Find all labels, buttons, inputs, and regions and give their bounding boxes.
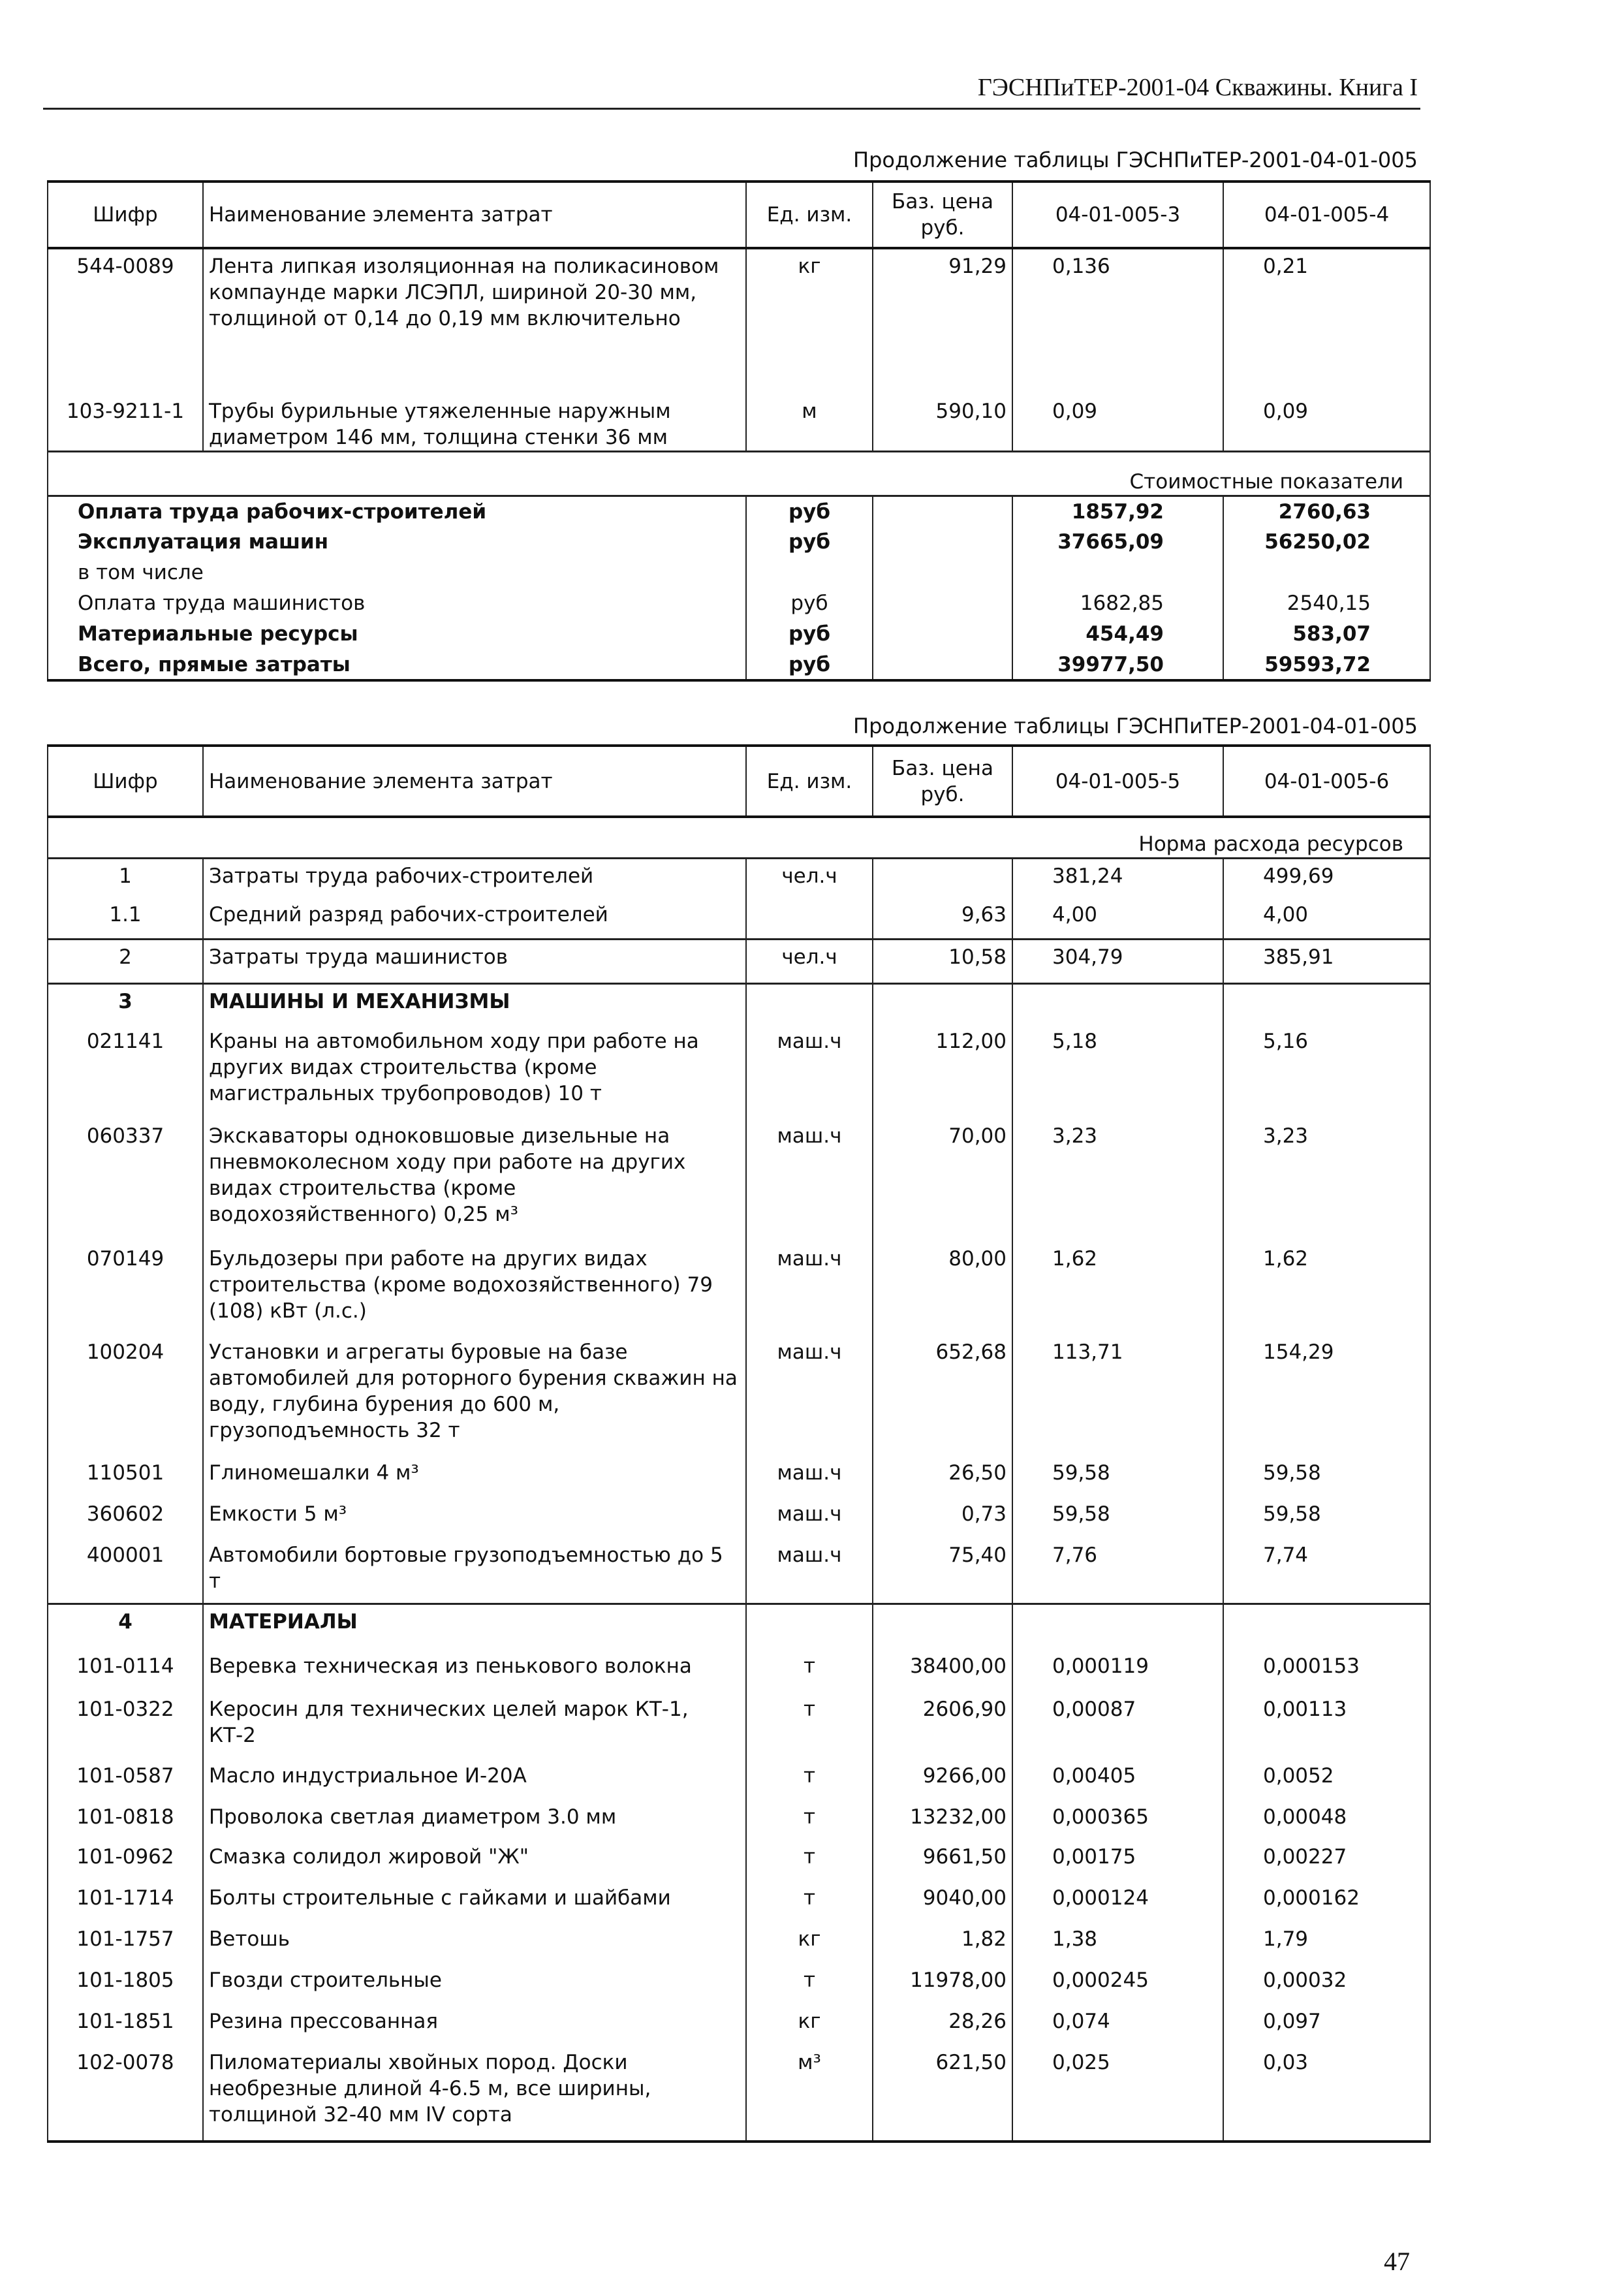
table-row <box>48 983 1430 1024</box>
row-unit: маш.ч <box>746 1538 873 1604</box>
row-code: 101-0114 <box>48 1649 203 1692</box>
table-row <box>48 858 1430 898</box>
col-header-v2: 04-01-005-6 <box>1223 746 1430 817</box>
table-row <box>48 1242 1430 1335</box>
row-name: Болты строительные с гайками и шайбами <box>203 1881 746 1922</box>
row-value-1: 1,38 <box>1012 1922 1223 1963</box>
row-value-2: 4,00 <box>1223 898 1430 939</box>
row-value-2: 154,29 <box>1223 1335 1430 1456</box>
row-value-2: 0,0052 <box>1223 1759 1430 1800</box>
row-name: МАШИНЫ И МЕХАНИЗМЫ <box>203 983 746 1024</box>
row-unit: т <box>746 1881 873 1922</box>
row-value-1 <box>1012 1604 1223 1649</box>
row-unit: чел.ч <box>746 858 873 898</box>
table-row <box>48 394 1430 452</box>
table2 <box>47 744 1431 2143</box>
row-code: 400001 <box>48 1538 203 1604</box>
row-name: Установки и агрегаты буровые на базе автомобилей для роторного бурения скважин на воду, глубина бурения до 600 м, грузоподъемность 32 т <box>203 1335 746 1456</box>
table-row <box>48 898 1430 939</box>
table-row <box>48 1800 1430 1840</box>
row-value-2: 59,58 <box>1223 1456 1430 1497</box>
row-unit: т <box>746 1963 873 2004</box>
table-row <box>48 1759 1430 1800</box>
row-unit: т <box>746 1759 873 1800</box>
row-code: 4 <box>48 1604 203 1649</box>
summary-price-empty <box>873 619 1012 650</box>
row-price: 28,26 <box>873 2004 1012 2046</box>
row-unit: маш.ч <box>746 1497 873 1538</box>
row-code: 101-0587 <box>48 1759 203 1800</box>
row-name: Затраты труда рабочих-строителей <box>203 858 746 898</box>
summary-unit: руб <box>746 588 873 619</box>
row-name: Экскаваторы одноковшовые дизельные на пневмоколесном ходу при работе на других видах строительства (кроме водохозяйственного) 0,25 м³ <box>203 1119 746 1242</box>
row-name: Гвозди строительные <box>203 1963 746 2004</box>
row-value-2: 0,09 <box>1223 394 1430 452</box>
row-price: 75,40 <box>873 1538 1012 1604</box>
table-row <box>48 1538 1430 1604</box>
table2-caption: Продолжение таблицы ГЭСНПиТЕР-2001-04-01-005 <box>853 714 1418 738</box>
summary-unit: руб <box>746 527 873 558</box>
row-code: 1 <box>48 858 203 898</box>
summary-value-2: 2540,15 <box>1223 588 1430 619</box>
summary-row <box>48 619 1430 650</box>
row-value-1: 0,136 <box>1012 248 1223 394</box>
row-value-1 <box>1012 983 1223 1024</box>
row-value-1: 7,76 <box>1012 1538 1223 1604</box>
row-value-1: 381,24 <box>1012 858 1223 898</box>
row-value-2 <box>1223 983 1430 1024</box>
summary-value-1: 37665,09 <box>1012 527 1223 558</box>
row-price: 91,29 <box>873 248 1012 394</box>
row-name: Бульдозеры при работе на других видах строительства (кроме водохозяйственного) 79 (108) кВт (л.с.) <box>203 1242 746 1335</box>
summary-value-2 <box>1223 558 1430 588</box>
row-value-2: 7,74 <box>1223 1538 1430 1604</box>
row-value-2: 0,000162 <box>1223 1881 1430 1922</box>
table-row <box>48 1881 1430 1922</box>
row-value-1: 4,00 <box>1012 898 1223 939</box>
row-code: 102-0078 <box>48 2046 203 2142</box>
running-head: ГЭСНПиТЕР-2001-04 Скважины. Книга I <box>977 74 1418 101</box>
row-name: Краны на автомобильном ходу при работе на других видах строительства (кроме магистральных трубопроводов) 10 т <box>203 1024 746 1119</box>
row-unit <box>746 983 873 1024</box>
row-name: Лента липкая изоляционная на поликасиновом компаунде марки ЛСЭПЛ, шириной 20-30 мм, толщиной от 0,14 до 0,19 мм включительно <box>203 248 746 394</box>
row-value-1: 0,00175 <box>1012 1840 1223 1881</box>
table-row <box>48 1963 1430 2004</box>
row-price: 13232,00 <box>873 1800 1012 1840</box>
row-unit: маш.ч <box>746 1119 873 1242</box>
row-value-1: 3,23 <box>1012 1119 1223 1242</box>
summary-row <box>48 527 1430 558</box>
table-row <box>48 2046 1430 2142</box>
summary-value-2: 59593,72 <box>1223 650 1430 680</box>
row-value-1: 0,00405 <box>1012 1759 1223 1800</box>
row-code: 101-0322 <box>48 1692 203 1759</box>
col-header-v1: 04-01-005-3 <box>1012 182 1223 248</box>
row-value-1: 0,000124 <box>1012 1881 1223 1922</box>
row-name: Емкости 5 м³ <box>203 1497 746 1538</box>
row-name: Керосин для технических целей марок КТ-1, КТ-2 <box>203 1692 746 1759</box>
row-price: 590,10 <box>873 394 1012 452</box>
col-header-code: Шифр <box>48 182 203 248</box>
row-value-1: 1,62 <box>1012 1242 1223 1335</box>
col-header-v1: 04-01-005-5 <box>1012 746 1223 817</box>
row-value-2: 0,00048 <box>1223 1800 1430 1840</box>
row-price: 2606,90 <box>873 1692 1012 1759</box>
summary-value-2: 2760,63 <box>1223 496 1430 527</box>
summary-value-1 <box>1012 558 1223 588</box>
col-header-price: Баз. цена руб. <box>873 746 1012 817</box>
col-header-code: Шифр <box>48 746 203 817</box>
row-name: Смазка солидол жировой "Ж" <box>203 1840 746 1881</box>
table-row <box>48 1335 1430 1456</box>
summary-unit: руб <box>746 650 873 680</box>
row-price: 38400,00 <box>873 1649 1012 1692</box>
row-unit: маш.ч <box>746 1242 873 1335</box>
table1 <box>47 180 1431 682</box>
summary-price-empty <box>873 558 1012 588</box>
summary-name: в том числе <box>48 558 746 588</box>
row-name: Ветошь <box>203 1922 746 1963</box>
summary-unit <box>746 558 873 588</box>
row-price: 9661,50 <box>873 1840 1012 1881</box>
summary-name: Всего, прямые затраты <box>48 650 746 680</box>
row-code: 100204 <box>48 1335 203 1456</box>
table-row <box>48 1692 1430 1759</box>
row-code: 021141 <box>48 1024 203 1119</box>
row-price: 9266,00 <box>873 1759 1012 1800</box>
row-value-2: 0,03 <box>1223 2046 1430 2142</box>
row-code: 070149 <box>48 1242 203 1335</box>
summary-name: Оплата труда рабочих-строителей <box>48 496 746 527</box>
summary-value-1: 1682,85 <box>1012 588 1223 619</box>
row-unit <box>746 898 873 939</box>
row-name: Веревка техническая из пенькового волокна <box>203 1649 746 1692</box>
row-code: 103-9211-1 <box>48 394 203 452</box>
table-row <box>48 1604 1430 1649</box>
row-code: 101-1714 <box>48 1881 203 1922</box>
table-row <box>48 1840 1430 1881</box>
table-row <box>48 1497 1430 1538</box>
row-value-1: 0,00087 <box>1012 1692 1223 1759</box>
row-unit: т <box>746 1840 873 1881</box>
row-value-1: 0,000119 <box>1012 1649 1223 1692</box>
row-code: 360602 <box>48 1497 203 1538</box>
row-unit: маш.ч <box>746 1024 873 1119</box>
summary-unit: руб <box>746 496 873 527</box>
row-value-1: 0,09 <box>1012 394 1223 452</box>
summary-price-empty <box>873 588 1012 619</box>
page-number: 47 <box>1384 2247 1410 2276</box>
row-code: 101-0962 <box>48 1840 203 1881</box>
table-row <box>48 248 1430 394</box>
row-price <box>873 1604 1012 1649</box>
row-value-1: 59,58 <box>1012 1456 1223 1497</box>
row-price: 10,58 <box>873 939 1012 983</box>
row-name: Средний разряд рабочих-строителей <box>203 898 746 939</box>
row-price: 0,73 <box>873 1497 1012 1538</box>
row-value-1: 113,71 <box>1012 1335 1223 1456</box>
summary-value-1: 454,49 <box>1012 619 1223 650</box>
summary-value-1: 1857,92 <box>1012 496 1223 527</box>
summary-unit: руб <box>746 619 873 650</box>
summary-row <box>48 588 1430 619</box>
row-price: 112,00 <box>873 1024 1012 1119</box>
row-value-1: 0,074 <box>1012 2004 1223 2046</box>
section-band-label: Стоимостные показатели <box>48 452 1430 496</box>
row-unit <box>746 1604 873 1649</box>
row-value-1: 5,18 <box>1012 1024 1223 1119</box>
row-price: 11978,00 <box>873 1963 1012 2004</box>
row-value-2: 1,79 <box>1223 1922 1430 1963</box>
row-unit: кг <box>746 248 873 394</box>
summary-name: Оплата труда машинистов <box>48 588 746 619</box>
row-code: 101-1851 <box>48 2004 203 2046</box>
col-header-name: Наименование элемента затрат <box>203 182 746 248</box>
row-unit: маш.ч <box>746 1335 873 1456</box>
row-price: 9040,00 <box>873 1881 1012 1922</box>
summary-price-empty <box>873 650 1012 680</box>
row-unit: маш.ч <box>746 1456 873 1497</box>
row-code: 060337 <box>48 1119 203 1242</box>
row-value-2: 0,097 <box>1223 2004 1430 2046</box>
row-price: 70,00 <box>873 1119 1012 1242</box>
table-row <box>48 1456 1430 1497</box>
row-value-2: 499,69 <box>1223 858 1430 898</box>
row-value-1: 0,025 <box>1012 2046 1223 2142</box>
table-row <box>48 939 1430 983</box>
row-price <box>873 858 1012 898</box>
row-unit: м <box>746 394 873 452</box>
row-value-2: 0,000153 <box>1223 1649 1430 1692</box>
summary-price-empty <box>873 496 1012 527</box>
summary-price-empty <box>873 527 1012 558</box>
row-code: 2 <box>48 939 203 983</box>
summary-row <box>48 558 1430 588</box>
row-price: 9,63 <box>873 898 1012 939</box>
summary-row <box>48 650 1430 680</box>
row-value-1: 0,000245 <box>1012 1963 1223 2004</box>
row-price: 652,68 <box>873 1335 1012 1456</box>
summary-row <box>48 496 1430 527</box>
row-value-2: 1,62 <box>1223 1242 1430 1335</box>
table-row <box>48 1024 1430 1119</box>
row-price <box>873 983 1012 1024</box>
row-price: 1,82 <box>873 1922 1012 1963</box>
row-unit: т <box>746 1800 873 1840</box>
row-value-2: 0,21 <box>1223 248 1430 394</box>
row-value-2: 59,58 <box>1223 1497 1430 1538</box>
row-name: Трубы бурильные утяжеленные наружным диаметром 146 мм, толщина стенки 36 мм <box>203 394 746 452</box>
row-unit: чел.ч <box>746 939 873 983</box>
col-header-name: Наименование элемента затрат <box>203 746 746 817</box>
row-name: Проволока светлая диаметром 3.0 мм <box>203 1800 746 1840</box>
row-code: 544-0089 <box>48 248 203 394</box>
row-price: 26,50 <box>873 1456 1012 1497</box>
row-name: Масло индустриальное И-20А <box>203 1759 746 1800</box>
row-code: 1.1 <box>48 898 203 939</box>
row-name: Автомобили бортовые грузоподъемностью до 5 т <box>203 1538 746 1604</box>
row-value-2: 385,91 <box>1223 939 1430 983</box>
row-value-2: 0,00113 <box>1223 1692 1430 1759</box>
table-row <box>48 1649 1430 1692</box>
summary-name: Материальные ресурсы <box>48 619 746 650</box>
col-header-v2: 04-01-005-4 <box>1223 182 1430 248</box>
row-name: МАТЕРИАЛЫ <box>203 1604 746 1649</box>
col-header-unit: Ед. изм. <box>746 746 873 817</box>
row-value-2: 0,00032 <box>1223 1963 1430 2004</box>
row-unit: кг <box>746 1922 873 1963</box>
table-row <box>48 1119 1430 1242</box>
summary-name: Эксплуатация машин <box>48 527 746 558</box>
section-band-label: Норма расхода ресурсов <box>48 817 1430 858</box>
row-unit: т <box>746 1649 873 1692</box>
table-row <box>48 1922 1430 1963</box>
row-code: 101-1805 <box>48 1963 203 2004</box>
row-value-1: 0,000365 <box>1012 1800 1223 1840</box>
row-unit: м³ <box>746 2046 873 2142</box>
col-header-price: Баз. цена руб. <box>873 182 1012 248</box>
summary-value-1: 39977,50 <box>1012 650 1223 680</box>
table-row <box>48 2004 1430 2046</box>
header-rule <box>43 108 1420 110</box>
table1-caption: Продолжение таблицы ГЭСНПиТЕР-2001-04-01-005 <box>853 148 1418 172</box>
row-value-2 <box>1223 1604 1430 1649</box>
row-code: 101-0818 <box>48 1800 203 1840</box>
row-code: 3 <box>48 983 203 1024</box>
row-value-1: 59,58 <box>1012 1497 1223 1538</box>
row-value-2: 5,16 <box>1223 1024 1430 1119</box>
summary-value-2: 56250,02 <box>1223 527 1430 558</box>
row-name: Глиномешалки 4 м³ <box>203 1456 746 1497</box>
row-name: Затраты труда машинистов <box>203 939 746 983</box>
row-unit: кг <box>746 2004 873 2046</box>
row-value-1: 304,79 <box>1012 939 1223 983</box>
row-name: Резина прессованная <box>203 2004 746 2046</box>
row-code: 110501 <box>48 1456 203 1497</box>
summary-value-2: 583,07 <box>1223 619 1430 650</box>
row-code: 101-1757 <box>48 1922 203 1963</box>
row-value-2: 0,00227 <box>1223 1840 1430 1881</box>
row-unit: т <box>746 1692 873 1759</box>
row-value-2: 3,23 <box>1223 1119 1430 1242</box>
col-header-unit: Ед. изм. <box>746 182 873 248</box>
row-price: 621,50 <box>873 2046 1012 2142</box>
row-price: 80,00 <box>873 1242 1012 1335</box>
row-name: Пиломатериалы хвойных пород. Доски необрезные длиной 4-6.5 м, все ширины, толщиной 32-40 мм IV сорта <box>203 2046 746 2142</box>
